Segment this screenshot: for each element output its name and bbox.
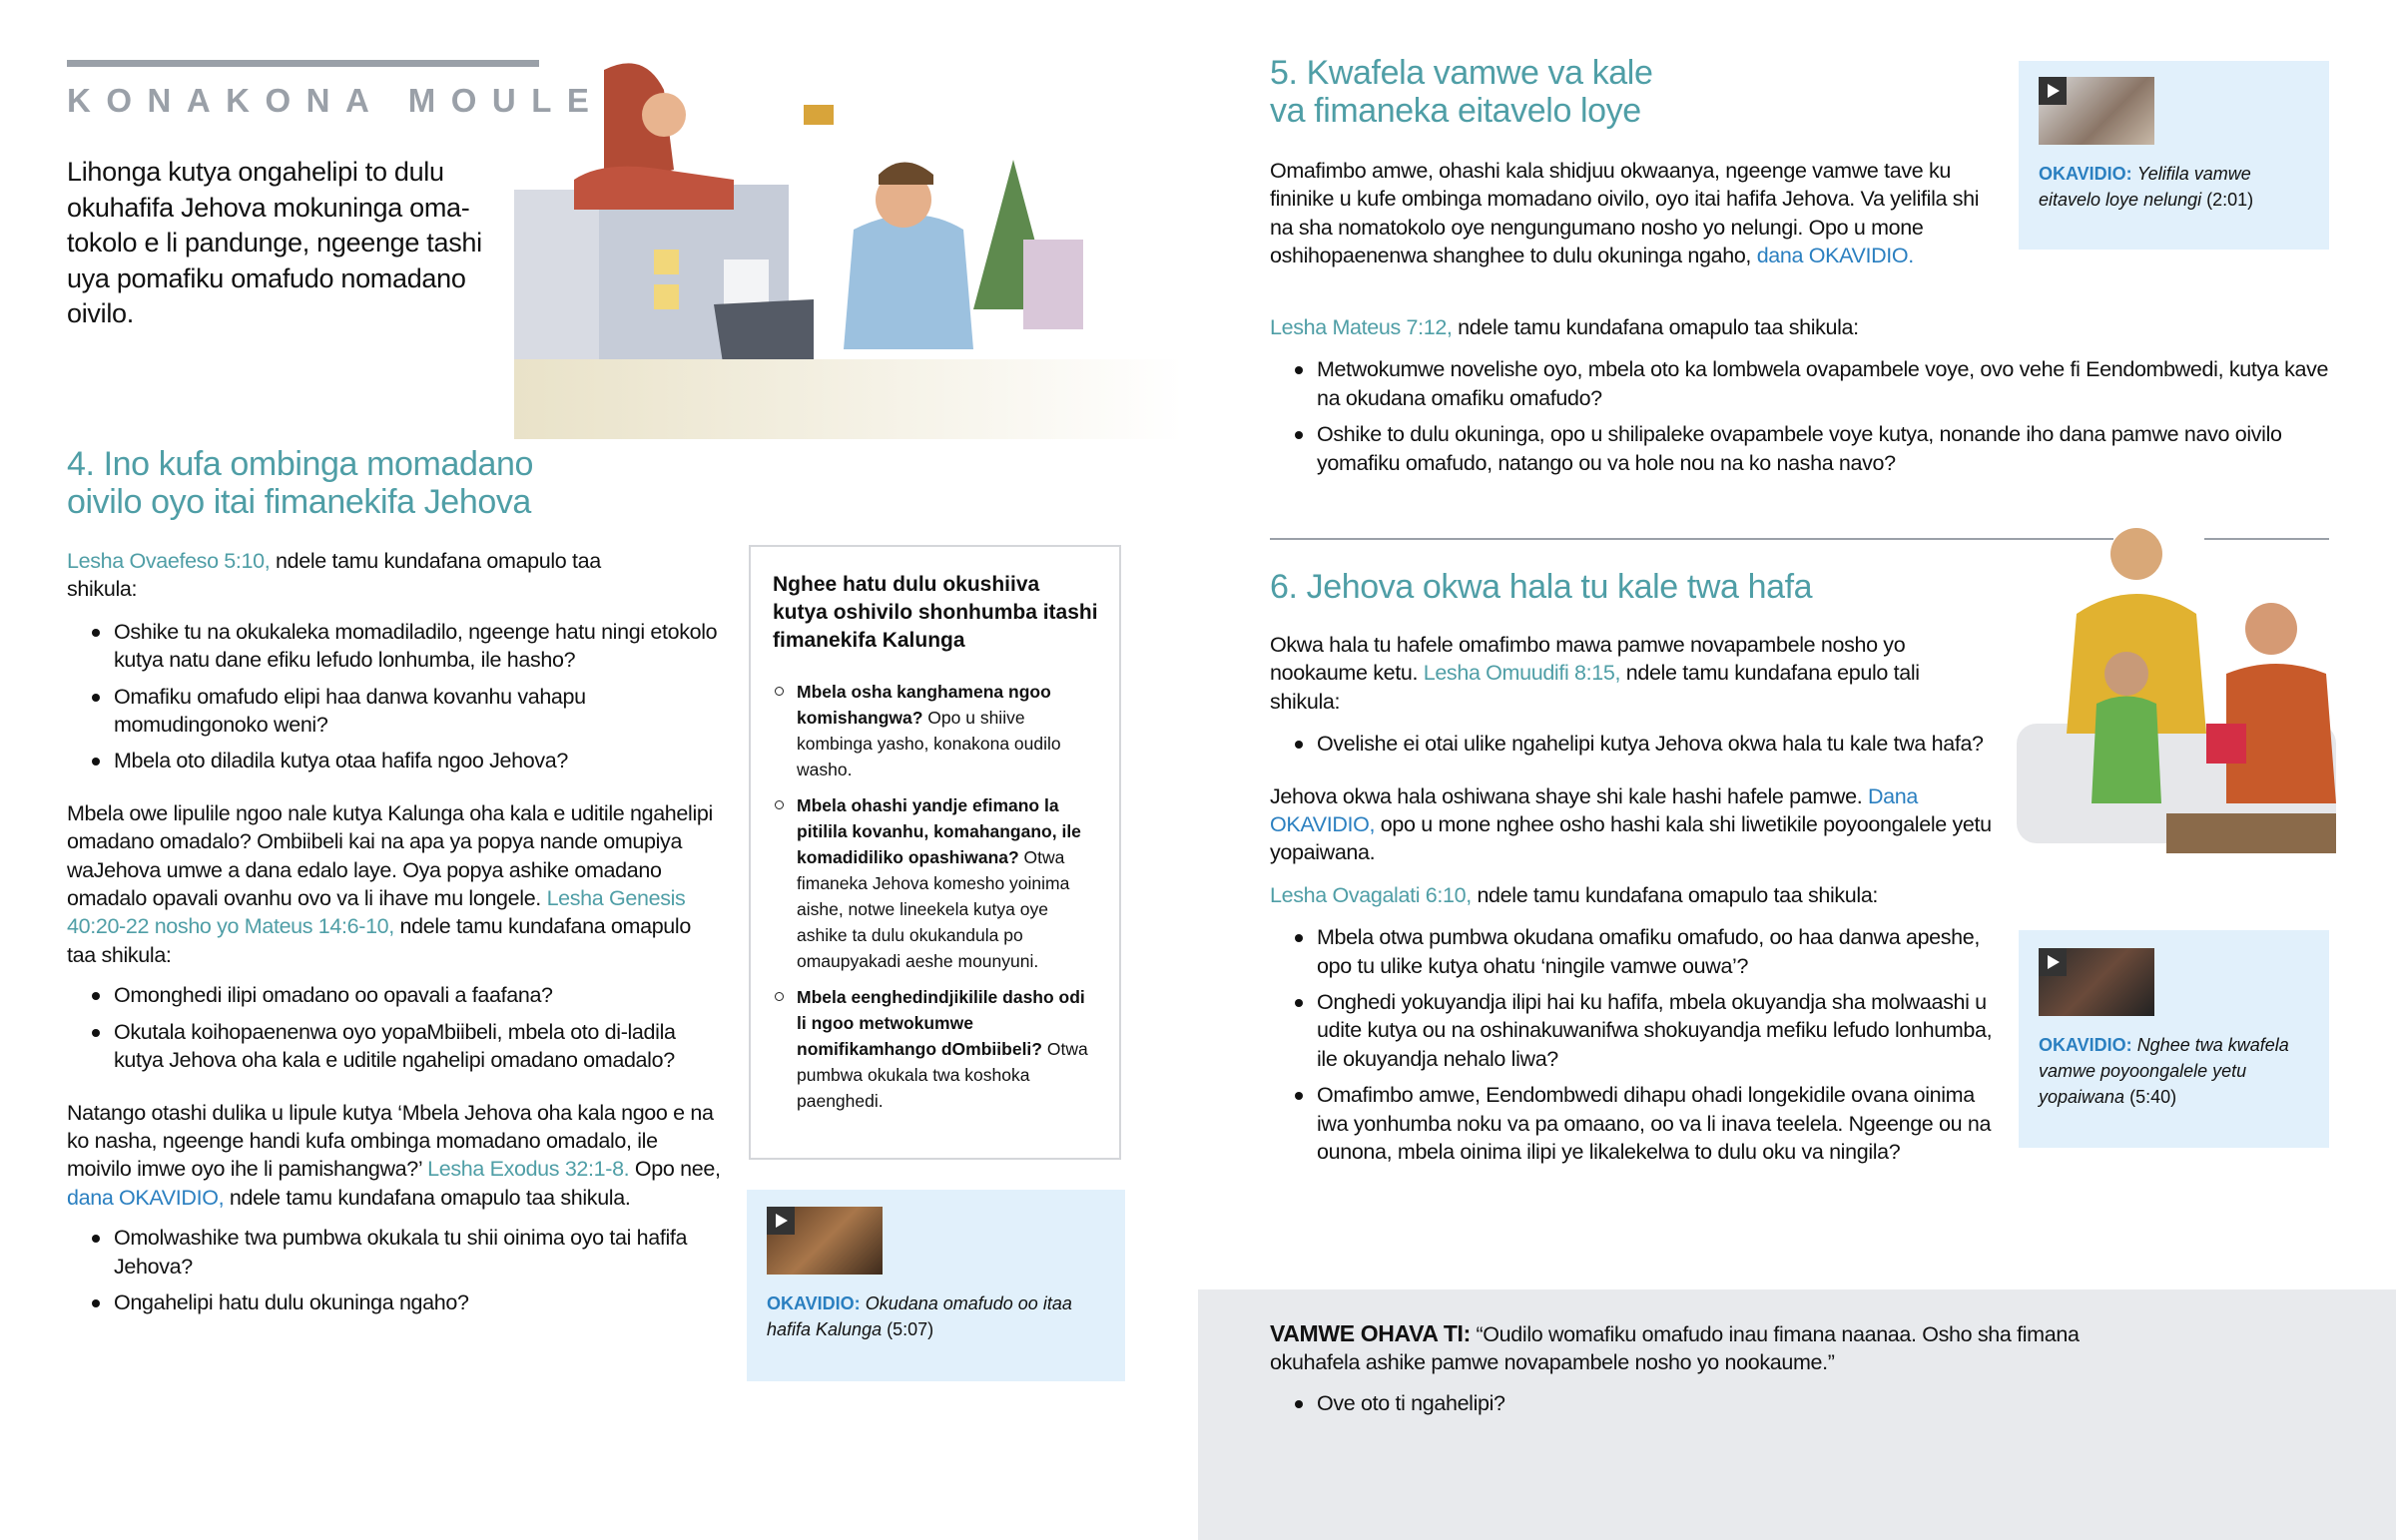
section-4-questions-1 <box>67 618 721 775</box>
scripture-link-ecclesiastes[interactable]: Lesha Omuudifi 8:15, <box>1423 661 1621 686</box>
para3-rest: ndele tamu kundafana omapulo taa shikula. <box>224 1185 631 1210</box>
section-4-title-line2: oivilo oyo itai fimanekifa Jehova <box>67 483 531 521</box>
read1-rest: ndele tamu kundafana omapulo taa shikula: <box>67 549 601 602</box>
list-item: Okutala koihopaenenwa oyo yopaMbiibeli, mbela oto di-ladila kutya Jehova oha kala e uditile ngahelipi omadano omadalo? <box>114 1018 721 1075</box>
para3-text: Natango otashi dulika u lipule kutya ‘Mbela Jehova oha kala ngoo e na ko nasha, ngeenge handi kufa ombinga momadano omadalo, ile moivilo imwe oyo ihe li pamishangwa?’ <box>67 1100 714 1182</box>
kicker-title: KONAKONA MOULE <box>67 82 605 119</box>
list-item: Mbela eenghedindjikilile dasho odi li ngoo metwokumwe nomifikamhango dOmbiibeli? Otwa pumbwa okukala twa koshoka paenghedi. <box>797 984 1099 1114</box>
kicker-rule <box>67 60 539 67</box>
list-item: Oshike to dulu okuninga, opo u shilipaleke ovapambele voye kutya, nonande iho dana pamwe navo oivilo yomafiku omafudo, natango ou va hole nou na ko nasha navo? <box>1317 420 2333 477</box>
section-4-body <box>67 547 721 1324</box>
list-item: Ove oto ti ngahelipi? <box>1317 1389 2168 1417</box>
video-caption: OKAVIDIO: Yelifila vamwe eitavelo loye nelungi (2:01) <box>2039 164 2254 210</box>
video-thumbnail[interactable] <box>2039 948 2154 1016</box>
sidebar-title: Nghee hatu dulu okushiiva kutya oshivilo shonhumba itashi fimanekifa Kalunga <box>773 573 1098 652</box>
scripture-link-exodus[interactable]: Lesha Exodus 32:1-8. <box>427 1157 630 1182</box>
section-6-body: Okwa hala tu hafele omafimbo mawa pamwe novapambele nosho yo nookaume ketu. Lesha Omuudifi 8:15, ndele tamu kundafana epulo tali shikula: Ovelishe ei otai ulike ngahelipi kutya Jehova okwa hala tu kale twa hafa? Jehova okwa hala oshiwana shaye shi kale hashi hafele pamwe. Dana OKAVIDIO, opo u mone nghee osho hashi kala shi liwetikile poyoongalele yetu yopaiwana. Lesha Ovagalati 6:10, ndele tamu kundafana omapulo taa shikula: Mbela otwa pumbwa okudana omafiku omafudo, oo haa danwa apeshe, opo tu ulike kutya ohatu ‘ningile vamwe ouwa’? Onghedi yokuyandja ilipi hai ku hafifa, mbela okuyandja sha molwaashi u udite kutya ou na oshinakuwanifwa shokuyandja mefiku lefudo lonhumba, ile okuyandja nehalo liwa? Omafimbo amwe, Eendombwedi dihapu ohadi longekidile ovana oinima iwa yonhumba noku va pa omaano, oo va li inava teelela. Ngeenge ou na ounona, mbela oinima ilipi ye likalekelwa to dulu oku va ningila? <box>1270 631 1994 1175</box>
section-5-questions: Lesha Mateus 7:12, ndele tamu kundafana omapulo taa shikula: Metwokumwe novelishe oyo, mbela oto ka lombwela ovapambele voye, ovo vehe fi Eendombwedi, kutya kave na okudana omafiku omafudo? Oshike to dulu okuninga, opo u shilipaleke ovapambele voye kutya, nonande iho dana pamwe navo oivilo yomafiku omafudo, natango ou va hole nou na ko nasha navo? <box>1270 313 2333 485</box>
section-5-title: 5. Kwafela vamwe va kale va fimaneka eitavelo loye <box>1270 54 1653 130</box>
list-item: Mbela ohashi yandje efimano la pitilila kovanhu, komahangano, ile komadidiliko opashiwana? Otwa fimaneka Jehova komesho yoinima aishe, notwe lineekela kutya oye ashike ta dulu okukandula po omaupyakadi aeshe mounyuni. <box>797 792 1099 974</box>
para2-text: Mbela owe lipulile ngoo nale kutya Kalunga oha kala e uditile ngahelipi omadano omadalo? Ombiibeli kai na apa ya popya nande omupiya waJehova umwe a dana edalo laye. Oya popya ashike omadano omadalo opavali ovanhu ovo va li ihave mu longele. <box>67 800 713 911</box>
scripture-link-ephesians[interactable]: Lesha Ovaefeso 5:10, <box>67 549 271 573</box>
play-video-link[interactable]: Dana OKAVIDIO, <box>1270 783 1918 837</box>
list-item: Oshike tu na okukaleka momadiladilo, ngeenge hatu ningi etokolo kutya natu dane efiku lefudo lonhumba, ile hasho? <box>114 618 721 675</box>
play-video-link[interactable]: dana OKAVIDIO, <box>67 1185 225 1210</box>
section-4-title <box>67 445 686 521</box>
office-gift-illustration <box>514 60 1183 444</box>
sidebar-box <box>749 545 1121 1160</box>
play-icon <box>767 1207 795 1235</box>
section-4-title-line1: 4. Ino kufa ombinga momadano <box>67 445 533 483</box>
section-5-para: Omafimbo amwe, ohashi kala shidjuu okwaanya, ngeenge vamwe tave ku fininike u kufe ombinga momadano oivilo, oyo itai hafifa Jehova. Va yelifila shi na sha nomatokolo oye nengungumano nosho yo nelungi. Opo u mone oshihopaenenwa shanghee to dulu okuninga ngaho, dana OKAVIDIO. <box>1270 159 1980 268</box>
section-4-questions-3 <box>67 1224 721 1316</box>
video-box-conventions[interactable] <box>2019 930 2329 1148</box>
list-item: Metwokumwe novelishe oyo, mbela oto ka lombwela ovapambele voye, ovo vehe fi Eendombwedi, kutya kave na okudana omafiku omafudo? <box>1317 355 2333 412</box>
family-gift-illustration <box>2017 524 2336 873</box>
others-say-quote: “Oudilo womafiku omafudo inau fimana naanaa. Osho sha fimana okuhafela ashike pamwe novapambele nosho yo nookaume.” <box>1270 1322 2080 1375</box>
video-caption: OKAVIDIO: Okudana omafudo oo itaa hafifa Kalunga (5:07) <box>767 1293 1072 1339</box>
list-item: Onghedi yokuyandja ilipi hai ku hafifa, mbela okuyandja sha molwaashi u udite kutya ou na oshinakuwanifwa shokuyandja mefiku lefudo lonhumba, ile okuyandja nehalo liwa? <box>1317 988 1994 1073</box>
list-item: Mbela osha kanghamena ngoo komishangwa? Opo u shiive kombinga yasho, konakona oudilo washo. <box>797 679 1099 782</box>
list-item: Omafimbo amwe, Eendombwedi dihapu ohadi longekidile ovana oinima iwa yonhumba noku va pa omaano, oo va li inava teelela. Ngeenge ou na ounona, mbela oinima ilipi ye likalekelwa to dulu oku va ningila? <box>1317 1081 1994 1166</box>
divider <box>1270 538 2113 540</box>
para3-mid: Opo nee, <box>629 1157 721 1182</box>
sidebar-list <box>773 679 1099 1114</box>
play-icon <box>2039 77 2067 105</box>
scripture-link-genesis-matthew[interactable]: Lesha Genesis 40:20-22 nosho yo Mateus 14:6-10, <box>67 886 686 939</box>
video-box-gifts[interactable] <box>747 1190 1125 1381</box>
video-caption: OKAVIDIO: Nghee twa kwafela vamwe poyoongalele yetu yopaiwana (5:40) <box>2039 1035 2289 1107</box>
list-item: Ovelishe ei otai ulike ngahelipi kutya Jehova okwa hala tu kale twa hafa? <box>1317 730 1994 758</box>
para2-rest: ndele tamu kundafana omapulo taa shikula: <box>67 914 691 967</box>
section-6-title: 6. Jehova okwa hala tu kale twa hafa <box>1270 568 1813 606</box>
list-item: Mbela otwa pumbwa okudana omafiku omafudo, oo haa danwa apeshe, opo tu ulike kutya ohatu ‘ningile vamwe ouwa’? <box>1317 923 1994 980</box>
list-item: Omolwashike twa pumbwa okukala tu shii oinima oyo tai hafifa Jehova? <box>114 1224 721 1281</box>
play-video-link[interactable]: dana OKAVIDIO. <box>1756 244 1914 268</box>
video-thumbnail[interactable] <box>767 1207 883 1275</box>
video-box-explain-faith[interactable] <box>2019 61 2329 250</box>
play-icon <box>2039 948 2067 976</box>
video-thumbnail[interactable] <box>2039 77 2154 145</box>
section-4-questions-2 <box>67 981 721 1074</box>
list-item: Ongahelipi hatu dulu okuninga ngaho? <box>114 1288 721 1316</box>
others-say-label: VAMWE OHAVA TI: <box>1270 1320 1471 1346</box>
list-item: Omafiku omafudo elipi haa danwa kovanhu vahapu momudingonoko weni? <box>114 683 721 740</box>
scripture-link-matthew[interactable]: Lesha Mateus 7:12, <box>1270 315 1453 339</box>
list-item: Omonghedi ilipi omadano oo opavali a faafana? <box>114 981 721 1009</box>
intro-text: Lihonga kutya ongahelipi to dulu okuhafifa Jehova mokuninga oma-tokolo e li pandunge, ngeenge tashi uya pomafiku omafudo nomadano oivilo. <box>67 157 482 328</box>
others-say-box <box>1198 1289 2396 1540</box>
scripture-link-galatians[interactable]: Lesha Ovagalati 6:10, <box>1270 882 1472 907</box>
list-item: Mbela oto diladila kutya otaa hafifa ngoo Jehova? <box>114 747 721 774</box>
